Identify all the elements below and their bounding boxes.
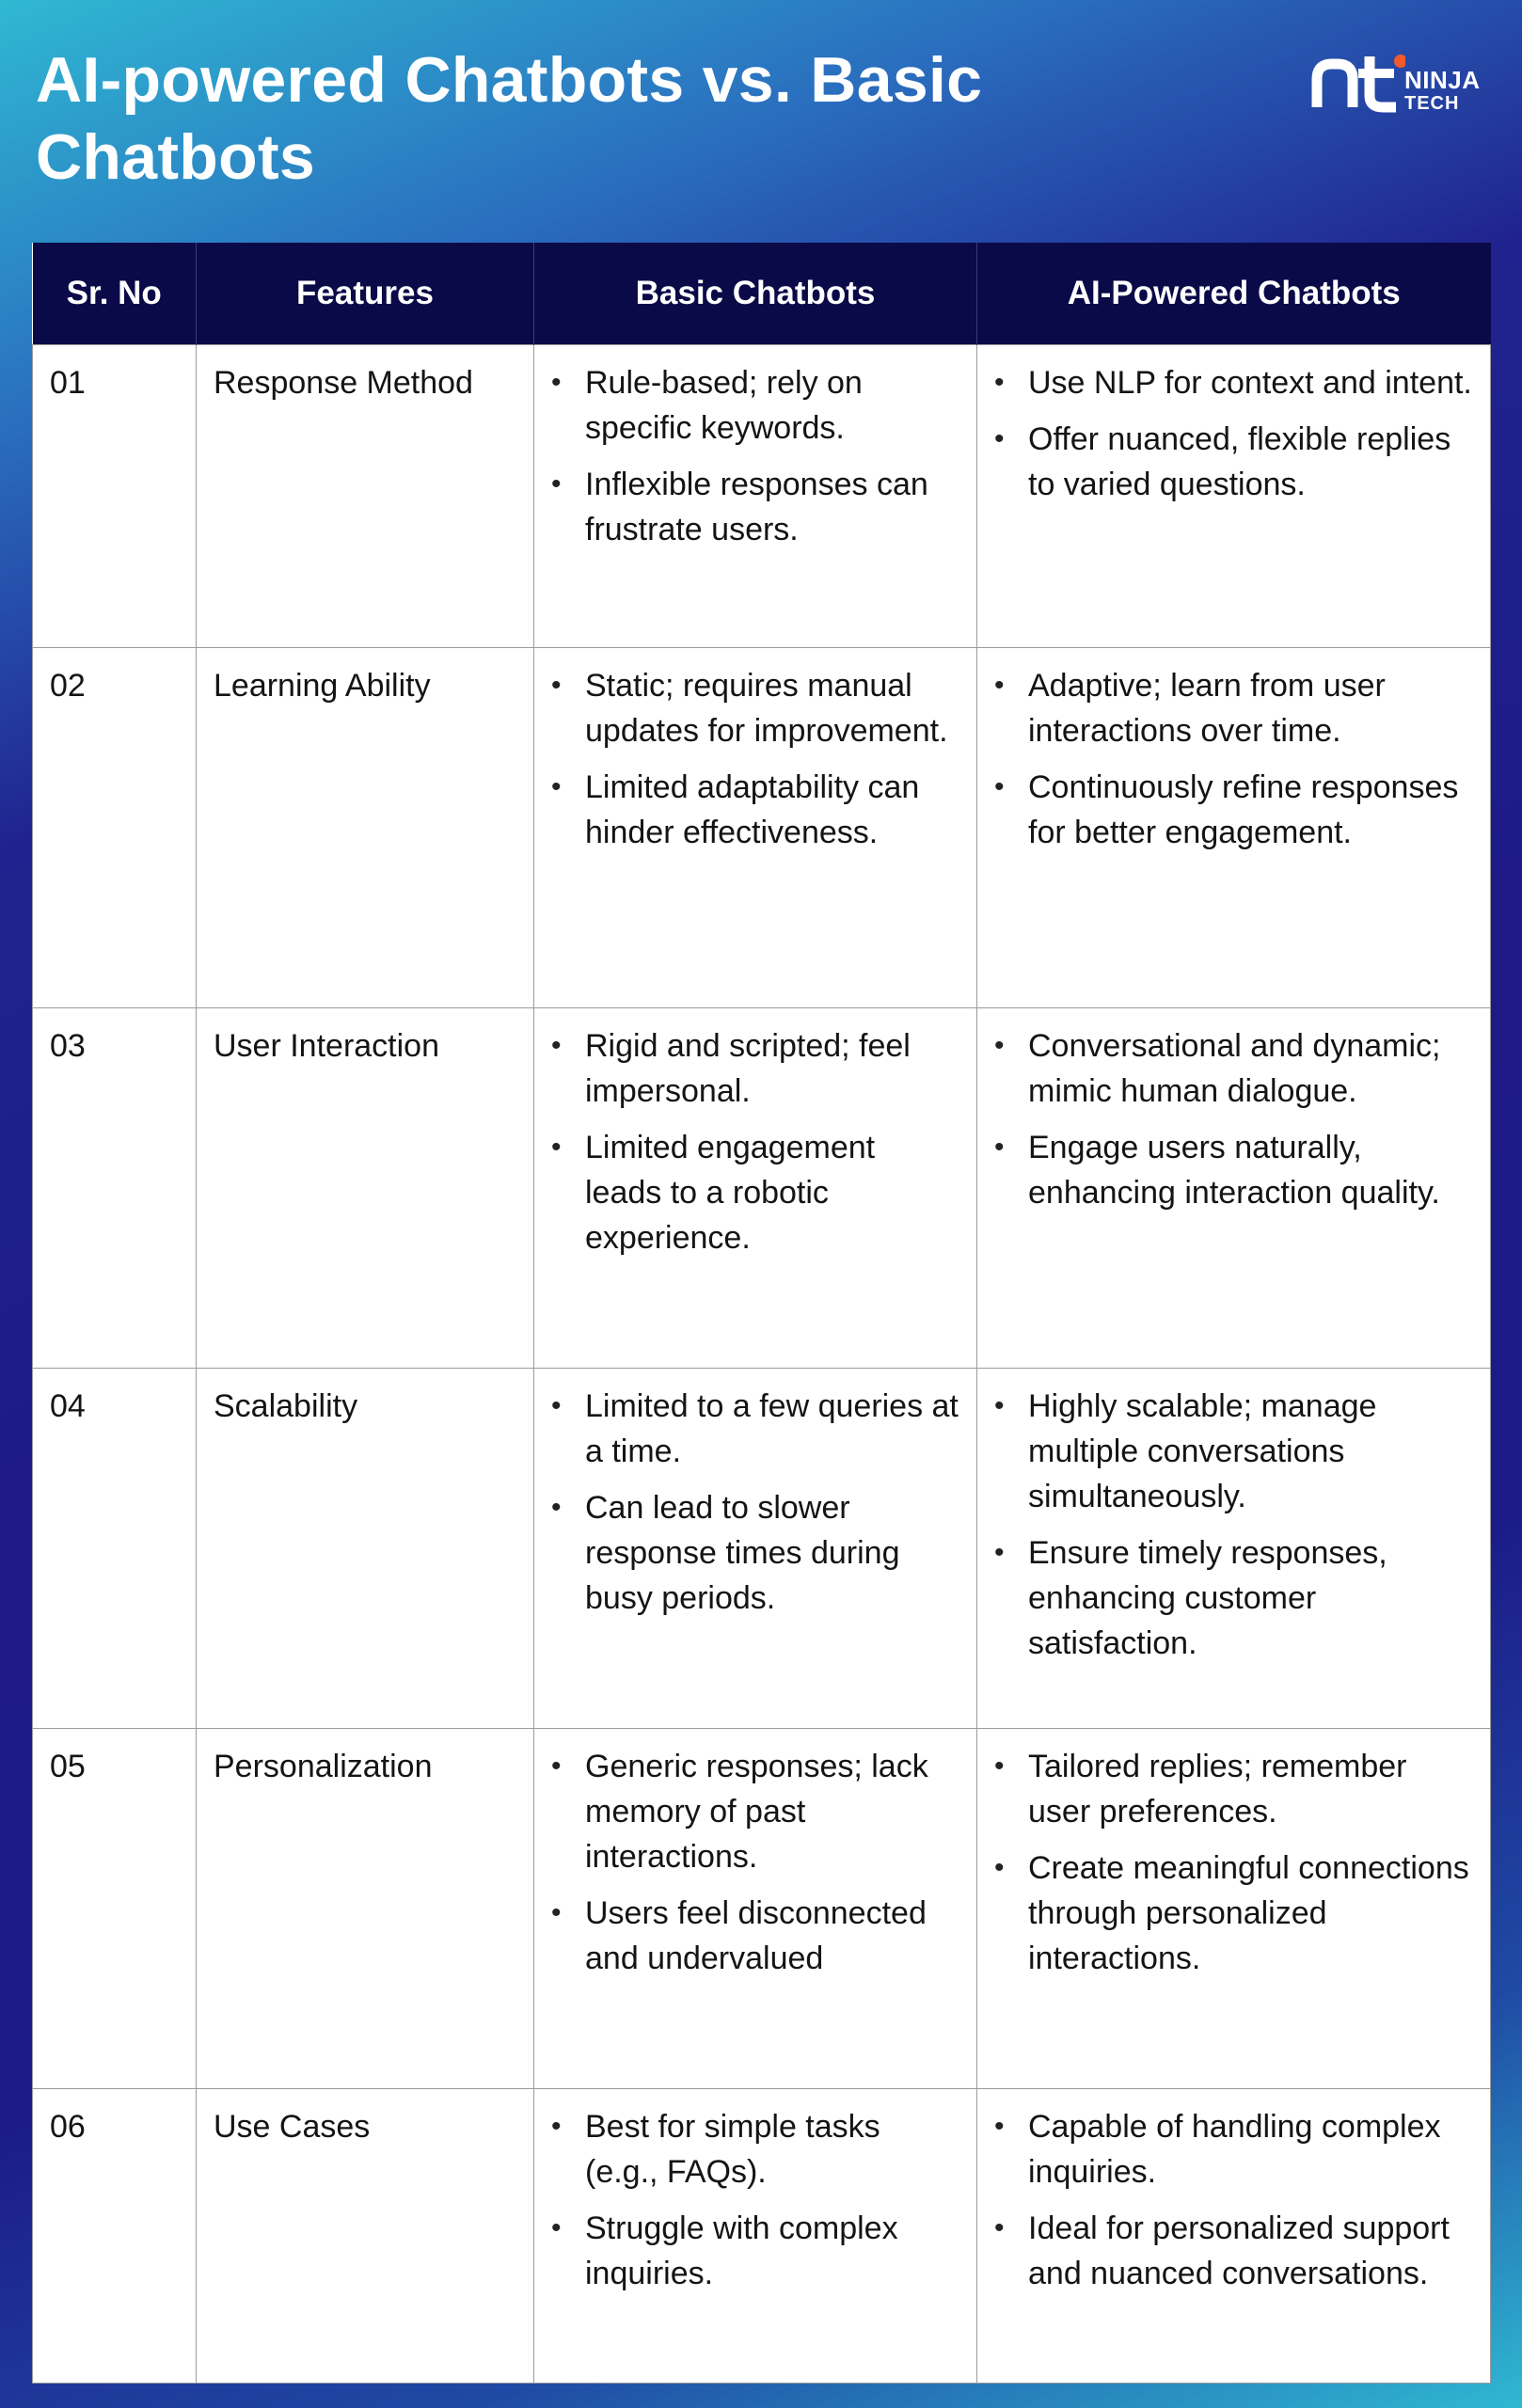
- feature-name: Response Method: [197, 345, 534, 648]
- header-sr-no: Sr. No: [33, 243, 197, 345]
- list-item: • Highly scalable; manage multiple conversations simultaneously.: [994, 1384, 1473, 1519]
- row-number: 01: [33, 345, 197, 648]
- table-row: [33, 1729, 1491, 2089]
- table-row: [33, 345, 1491, 648]
- ai-cell: [977, 2089, 1491, 2384]
- basic-cell: [534, 2089, 977, 2384]
- list-item: • Limited adaptability can hinder effectiveness.: [551, 765, 959, 855]
- feature-name: Use Cases: [197, 2089, 534, 2384]
- basic-cell: [534, 1369, 977, 1729]
- row-number: 03: [33, 1008, 197, 1369]
- basic-cell: [534, 1008, 977, 1369]
- list-item: • Struggle with complex inquiries.: [551, 2206, 959, 2296]
- header-basic-chatbots: Basic Chatbots: [534, 243, 977, 345]
- nt-logo-icon: [1311, 55, 1405, 113]
- list-item: • Ideal for personalized support and nuanced conversations.: [994, 2206, 1473, 2296]
- row-number: 02: [33, 648, 197, 1008]
- list-item: • Ensure timely responses, enhancing customer satisfaction.: [994, 1530, 1473, 1666]
- table-row: [33, 2089, 1491, 2384]
- logo-text-ninja: NINJA: [1404, 66, 1481, 94]
- feature-name: Scalability: [197, 1369, 534, 1729]
- list-item: • Can lead to slower response times during busy periods.: [551, 1485, 959, 1621]
- logo-text-tech: TECH: [1404, 93, 1460, 114]
- list-item: • Rigid and scripted; feel impersonal.: [551, 1023, 959, 1114]
- list-item: • Conversational and dynamic; mimic human dialogue.: [994, 1023, 1473, 1114]
- table-row: [33, 1369, 1491, 1729]
- ai-cell: [977, 1008, 1491, 1369]
- list-item: • Offer nuanced, flexible replies to varied questions.: [994, 417, 1473, 507]
- row-number: 05: [33, 1729, 197, 2089]
- feature-name: Learning Ability: [197, 648, 534, 1008]
- row-number: 06: [33, 2089, 197, 2384]
- table-row: [33, 648, 1491, 1008]
- list-item: • Limited engagement leads to a robotic experience.: [551, 1125, 959, 1260]
- feature-name: User Interaction: [197, 1008, 534, 1369]
- list-item: • Best for simple tasks (e.g., FAQs).: [551, 2104, 959, 2194]
- ai-cell: [977, 1369, 1491, 1729]
- comparison-table: [32, 243, 1491, 2384]
- feature-name: Personalization: [197, 1729, 534, 2089]
- ai-cell: [977, 345, 1491, 648]
- basic-cell: [534, 1729, 977, 2089]
- list-item: • Use NLP for context and intent.: [994, 360, 1473, 405]
- table-header-row: [33, 243, 1491, 345]
- list-item: • Tailored replies; remember user preferences.: [994, 1744, 1473, 1834]
- row-number: 04: [33, 1369, 197, 1729]
- list-item: • Capable of handling complex inquiries.: [994, 2104, 1473, 2194]
- page-title: AI-powered Chatbots vs. Basic Chatbots: [36, 44, 983, 193]
- list-item: • Continuously refine responses for better engagement.: [994, 765, 1473, 855]
- brand-logo: [1311, 47, 1490, 122]
- list-item: • Limited to a few queries at a time.: [551, 1384, 959, 1474]
- list-item: • Static; requires manual updates for improvement.: [551, 663, 959, 753]
- table-row: [33, 1008, 1491, 1369]
- list-item: • Inflexible responses can frustrate users.: [551, 462, 959, 552]
- basic-cell: [534, 345, 977, 648]
- header-ai-chatbots: AI-Powered Chatbots: [977, 243, 1491, 345]
- header-features: Features: [197, 243, 534, 345]
- list-item: • Generic responses; lack memory of past interactions.: [551, 1744, 959, 1879]
- list-item: • Users feel disconnected and undervalued: [551, 1891, 959, 1981]
- basic-cell: [534, 648, 977, 1008]
- list-item: • Engage users naturally, enhancing interaction quality.: [994, 1125, 1473, 1215]
- list-item: • Rule-based; rely on specific keywords.: [551, 360, 959, 451]
- list-item: • Create meaningful connections through personalized interactions.: [994, 1846, 1473, 1981]
- ai-cell: [977, 1729, 1491, 2089]
- ai-cell: [977, 648, 1491, 1008]
- list-item: • Adaptive; learn from user interactions over time.: [994, 663, 1473, 753]
